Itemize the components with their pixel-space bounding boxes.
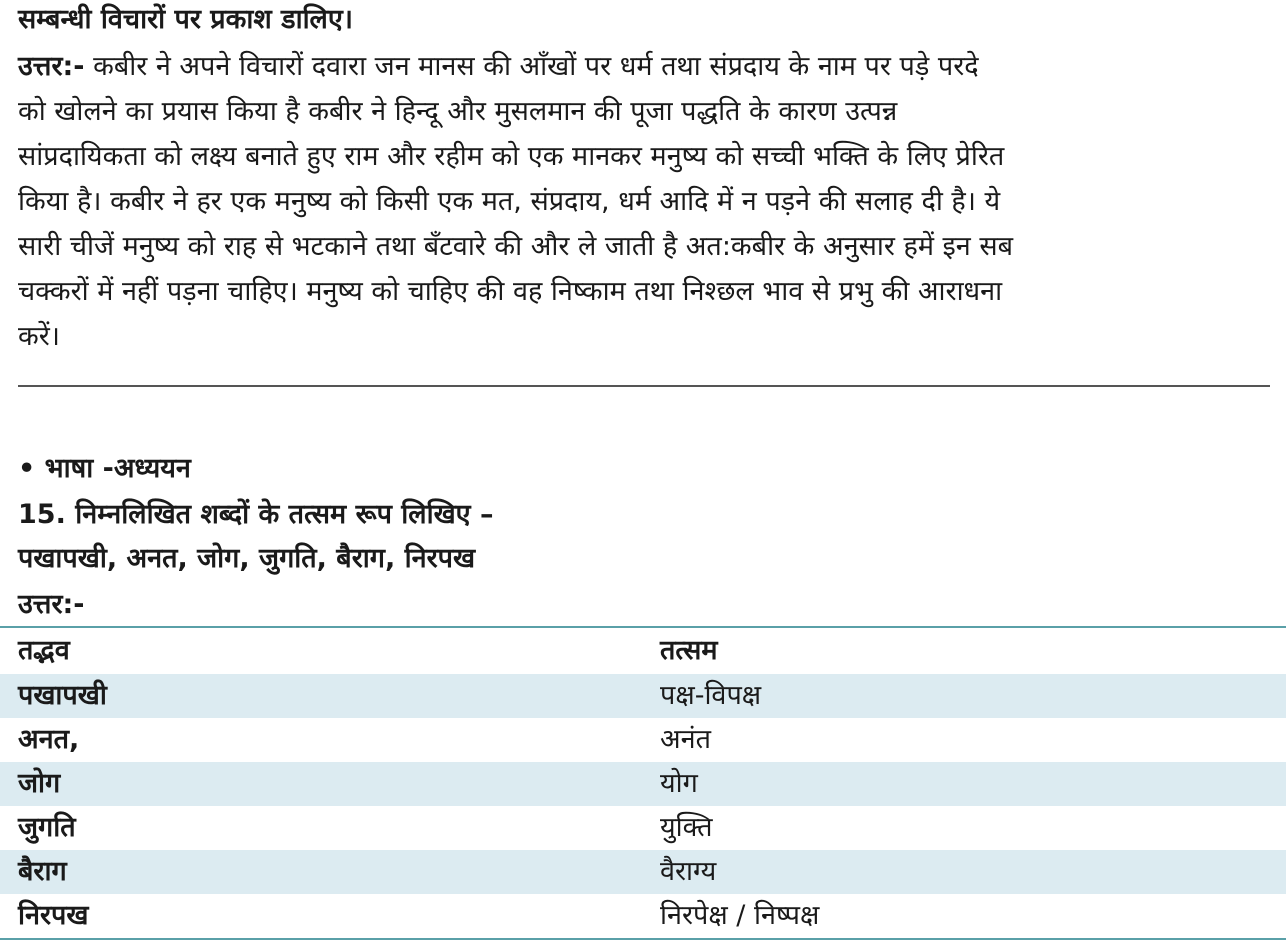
word-table — [0, 626, 1286, 940]
table-row — [0, 894, 1286, 938]
tadbhav-cell: जुगति — [18, 812, 76, 843]
answer-paragraph — [18, 44, 1268, 359]
column-header-tatsam: तत्सम — [660, 635, 718, 666]
answer-label: उत्तर:- — [18, 589, 85, 620]
answer-line: किया है। कबीर ने हर एक मनुष्य को किसी एक मत, संप्रदाय, धर्म आदि में न पड़ने की सलाह दी है। ये — [18, 186, 1001, 217]
section-divider — [18, 385, 1270, 387]
answer-line — [18, 44, 1268, 89]
section-title: • भाषा -अध्ययन — [18, 453, 191, 484]
table-row — [0, 674, 1286, 718]
tadbhav-cell: पखापखी — [18, 680, 107, 711]
answer-line: चक्करों में नहीं पड़ना चाहिए। मनुष्य को चाहिए की वह निष्काम तथा निश्छल भाव से प्रभु की आराधना — [18, 276, 1003, 307]
column-header-tadbhav: तद्भव — [18, 635, 70, 666]
tadbhav-cell: जोग — [18, 768, 61, 799]
tatsam-cell: युक्ति — [660, 812, 713, 843]
answer-label: उत्तर:- — [18, 51, 85, 82]
answer-line: करें। — [18, 321, 61, 352]
tatsam-cell: निरपेक्ष / निष्पक्ष — [660, 900, 820, 931]
tadbhav-cell: निरपख — [18, 900, 89, 931]
answer-line: को खोलने का प्रयास किया है कबीर ने हिन्दू और मुसलमान की पूजा पद्धति के कारण उत्पन्न — [18, 96, 898, 127]
tatsam-cell: वैराग्य — [660, 856, 717, 887]
question-text: 15. निम्नलिखित शब्दों के तत्सम रूप लिखिए – — [18, 499, 494, 530]
tadbhav-cell: अनत, — [18, 724, 80, 755]
table-row — [0, 850, 1286, 894]
table-row — [0, 762, 1286, 806]
tatsam-cell: पक्ष-विपक्ष — [660, 680, 762, 711]
answer-line: सारी चीजें मनुष्य को राह से भटकाने तथा बँटवारे की और ले जाती है अत:कबीर के अनुसार हमें इन सब — [18, 231, 1014, 262]
tatsam-cell: अनंत — [660, 724, 712, 755]
answer-line: सांप्रदायिकता को लक्ष्य बनाते हुए राम और रहीम को एक मानकर मनुष्य को सच्ची भक्ति के लिए प्रेरित — [18, 141, 1005, 172]
question-heading: सम्बन्धी विचारों पर प्रकाश डालिए। — [18, 4, 354, 35]
tatsam-cell: योग — [660, 768, 698, 799]
answer-text: कबीर ने अपने विचारों दवारा जन मानस की आँखों पर धर्म तथा संप्रदाय के नाम पर पड़े परदे — [84, 51, 979, 82]
question-words: पखापखी, अनत, जोग, जुगति, बैराग, निरपख — [18, 543, 476, 574]
tadbhav-cell: बैराग — [18, 856, 67, 887]
table-row — [0, 806, 1286, 850]
table-header-row — [0, 628, 1286, 674]
table-row — [0, 718, 1286, 762]
